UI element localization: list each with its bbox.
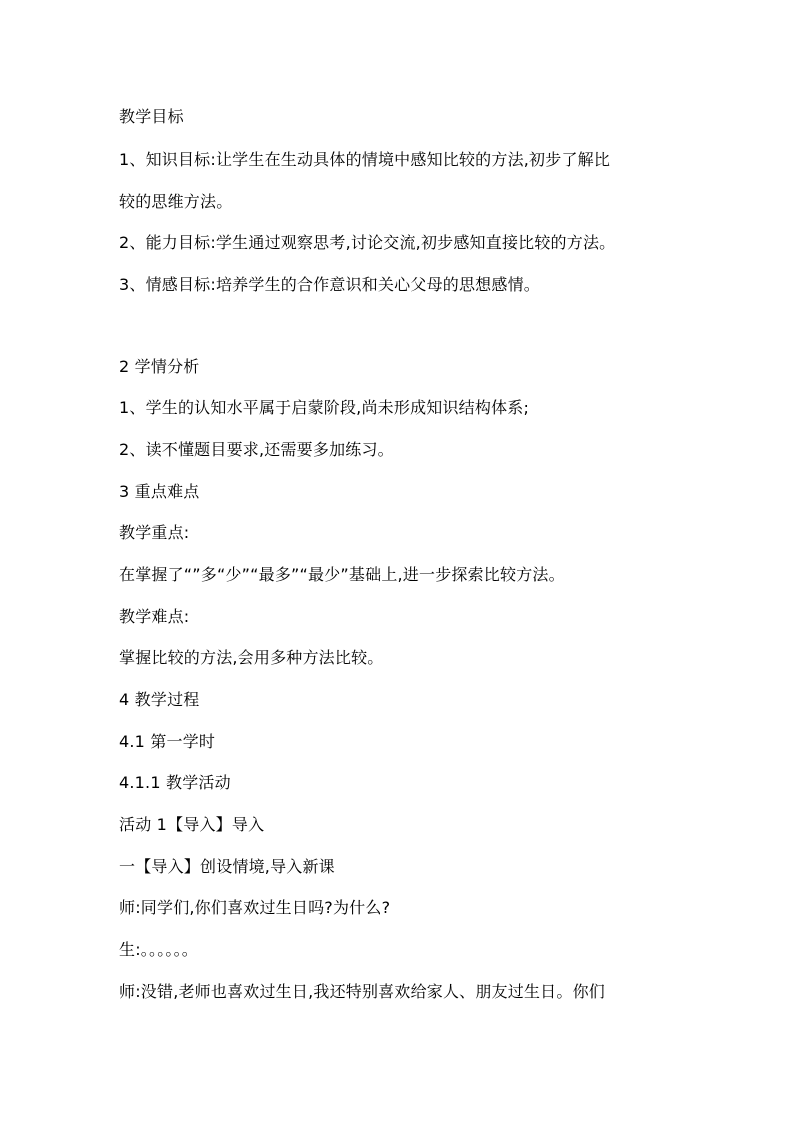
dialogue-teacher-1: 师:同学们,你们喜欢过生日吗?为什么? <box>119 898 391 917</box>
activity-1-intro: 活动 1【导入】导入 <box>119 815 265 834</box>
paragraph-knowledge-goal: 1、知识目标:让学生在生动具体的情境中感知比较的方法,初步了解比 <box>119 150 611 169</box>
paragraph-ability-goal: 2、能力目标:学生通过观察思考,讨论交流,初步感知直接比较的方法。 <box>119 233 616 252</box>
paragraph-student-analysis-1: 1、学生的认知水平属于启蒙阶段,尚未形成知识结构体系; <box>119 398 530 417</box>
paragraph-knowledge-goal-cont: 较的思维方法。 <box>119 192 233 211</box>
dialogue-student-1: 生:。。。。。。 <box>119 940 198 959</box>
paragraph-teaching-focus: 在掌握了“”多“少”“最多”“最少”基础上,进一步探索比较方法。 <box>119 565 565 584</box>
paragraph-teaching-difficulty: 掌握比较的方法,会用多种方法比较。 <box>119 648 384 667</box>
dialogue-teacher-2: 师:没错,老师也喜欢过生日,我还特别喜欢给家人、朋友过生日。你们 <box>119 982 605 1001</box>
subheading-teaching-activity: 4.1.1 教学活动 <box>119 773 231 792</box>
intro-create-situation: 一【导入】创设情境,导入新课 <box>119 857 335 876</box>
subheading-teaching-difficulty: 教学难点: <box>119 607 190 626</box>
section-heading-teaching-process: 4 教学过程 <box>119 690 200 709</box>
paragraph-student-analysis-2: 2、读不懂题目要求,还需要多加练习。 <box>119 440 394 459</box>
subheading-teaching-focus: 教学重点: <box>119 523 190 542</box>
subheading-first-lesson: 4.1 第一学时 <box>119 732 216 751</box>
section-heading-key-points: 3 重点难点 <box>119 482 200 501</box>
paragraph-emotion-goal: 3、情感目标:培养学生的合作意识和关心父母的思想感情。 <box>119 275 540 294</box>
section-heading-student-analysis: 2 学情分析 <box>119 357 200 376</box>
section-heading-teaching-goals: 教学目标 <box>119 107 184 126</box>
